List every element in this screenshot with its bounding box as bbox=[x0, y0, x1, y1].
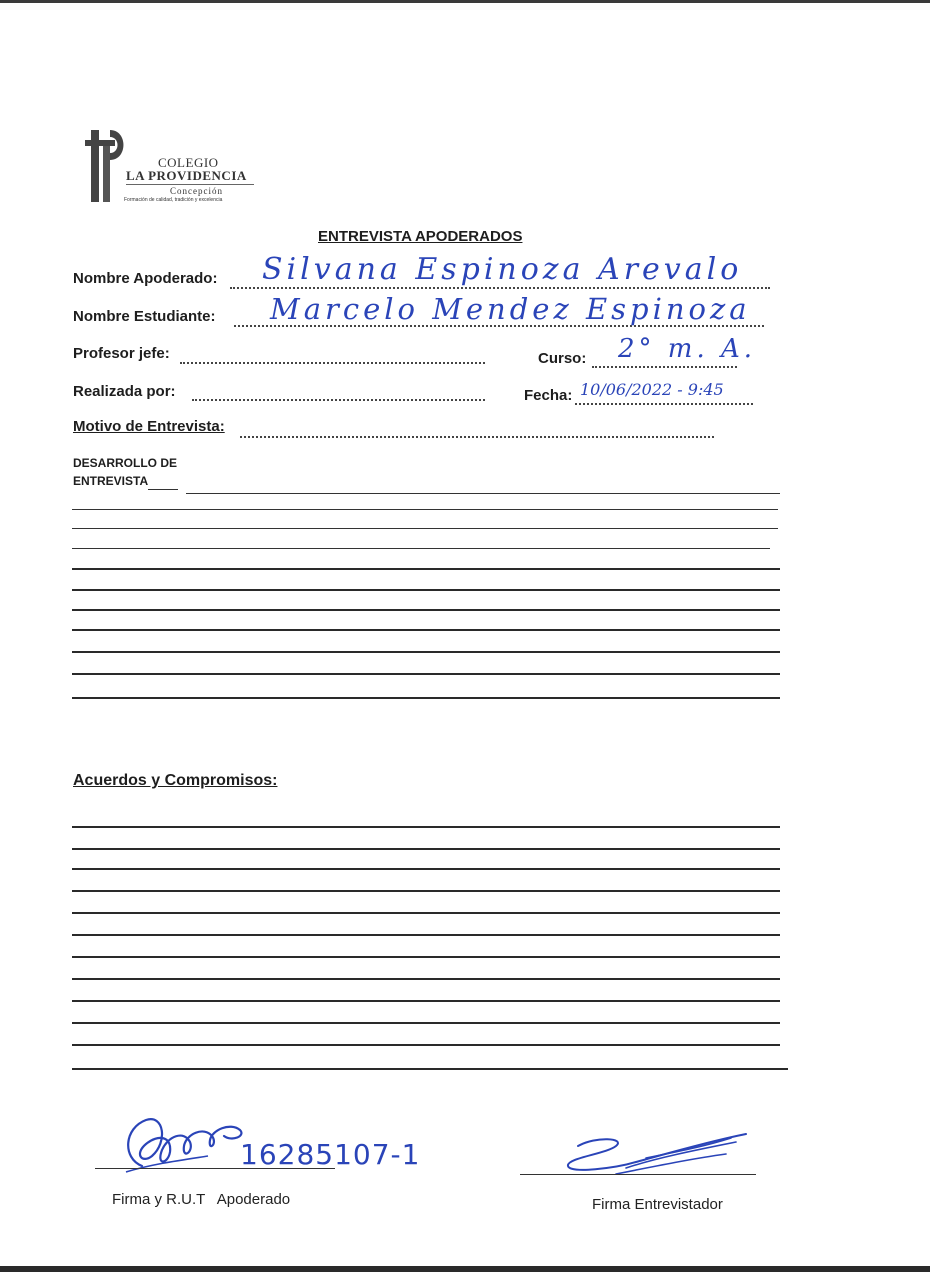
logo-tagline: Formación de calidad, tradición y excelencia bbox=[124, 197, 223, 203]
desarrollo-line bbox=[72, 509, 778, 510]
desarrollo-line bbox=[72, 697, 780, 699]
estudiante-label: Nombre Estudiante: bbox=[73, 308, 216, 325]
scan-top-edge bbox=[0, 0, 930, 3]
acuerdos-line bbox=[72, 868, 780, 870]
fecha-label: Fecha: bbox=[524, 387, 573, 404]
logo-line-2: LA PROVIDENCIA bbox=[126, 168, 247, 183]
logo-line-3: Concepción bbox=[170, 186, 223, 196]
realizada-line bbox=[192, 399, 485, 401]
form-title: ENTREVISTA APODERADOS bbox=[318, 228, 523, 245]
fecha-line bbox=[575, 403, 753, 405]
desarrollo-line bbox=[72, 589, 780, 591]
profesor-line bbox=[180, 362, 485, 364]
curso-line bbox=[592, 366, 737, 368]
acuerdos-label: Acuerdos y Compromisos: bbox=[73, 772, 278, 789]
acuerdos-line bbox=[72, 1044, 780, 1046]
acuerdos-line bbox=[72, 1022, 780, 1024]
acuerdos-line bbox=[72, 848, 780, 850]
desarrollo-line bbox=[72, 651, 780, 653]
desarrollo-line bbox=[186, 493, 780, 494]
desarrollo-label-2: ENTREVISTA bbox=[73, 474, 149, 488]
curso-label: Curso: bbox=[538, 350, 587, 367]
acuerdos-line bbox=[72, 1000, 780, 1002]
acuerdos-line bbox=[72, 934, 780, 936]
desarrollo-line bbox=[72, 548, 770, 549]
realizada-label: Realizada por: bbox=[73, 383, 176, 400]
apoderado-signature-label: Firma y R.U.T Apoderado bbox=[112, 1191, 291, 1208]
desarrollo-line bbox=[72, 609, 780, 611]
apoderado-value: Silvana Espinoza Arevalo bbox=[262, 252, 743, 287]
acuerdos-line bbox=[72, 826, 780, 828]
desarrollo-line bbox=[72, 673, 780, 675]
acuerdos-line bbox=[72, 912, 780, 914]
profesor-label: Profesor jefe: bbox=[73, 345, 170, 362]
scan-bottom-edge bbox=[0, 1266, 930, 1272]
curso-value: 2° m. A. bbox=[618, 334, 757, 364]
desarrollo-line bbox=[72, 528, 778, 529]
logo-line-1: COLEGIO bbox=[158, 155, 219, 170]
logo-emblem-icon bbox=[84, 126, 130, 204]
motivo-label: Motivo de Entrevista: bbox=[73, 418, 225, 435]
acuerdos-line bbox=[72, 1068, 788, 1070]
acuerdos-line bbox=[72, 890, 780, 892]
desarrollo-line bbox=[72, 568, 780, 570]
apoderado-label: Nombre Apoderado: bbox=[73, 270, 218, 287]
acuerdos-line bbox=[72, 978, 780, 980]
logo-divider bbox=[126, 184, 254, 185]
desarrollo-line bbox=[72, 629, 780, 631]
apoderado-rut-value: 16285107-1 bbox=[240, 1138, 421, 1171]
entrevistador-signature-icon bbox=[556, 1128, 756, 1184]
motivo-line bbox=[240, 436, 714, 438]
apoderado-signature-line bbox=[95, 1168, 335, 1169]
apoderado-line bbox=[230, 287, 770, 289]
desarrollo-label-1: DESARROLLO DE bbox=[73, 456, 178, 470]
fecha-value: 10/06/2022 - 9:45 bbox=[580, 380, 724, 399]
desarrollo-line bbox=[148, 489, 178, 490]
entrevistador-signature-line bbox=[520, 1174, 756, 1175]
estudiante-value: Marcelo Mendez Espinoza bbox=[270, 292, 751, 326]
entrevistador-signature-label: Firma Entrevistador bbox=[592, 1196, 723, 1213]
acuerdos-line bbox=[72, 956, 780, 958]
